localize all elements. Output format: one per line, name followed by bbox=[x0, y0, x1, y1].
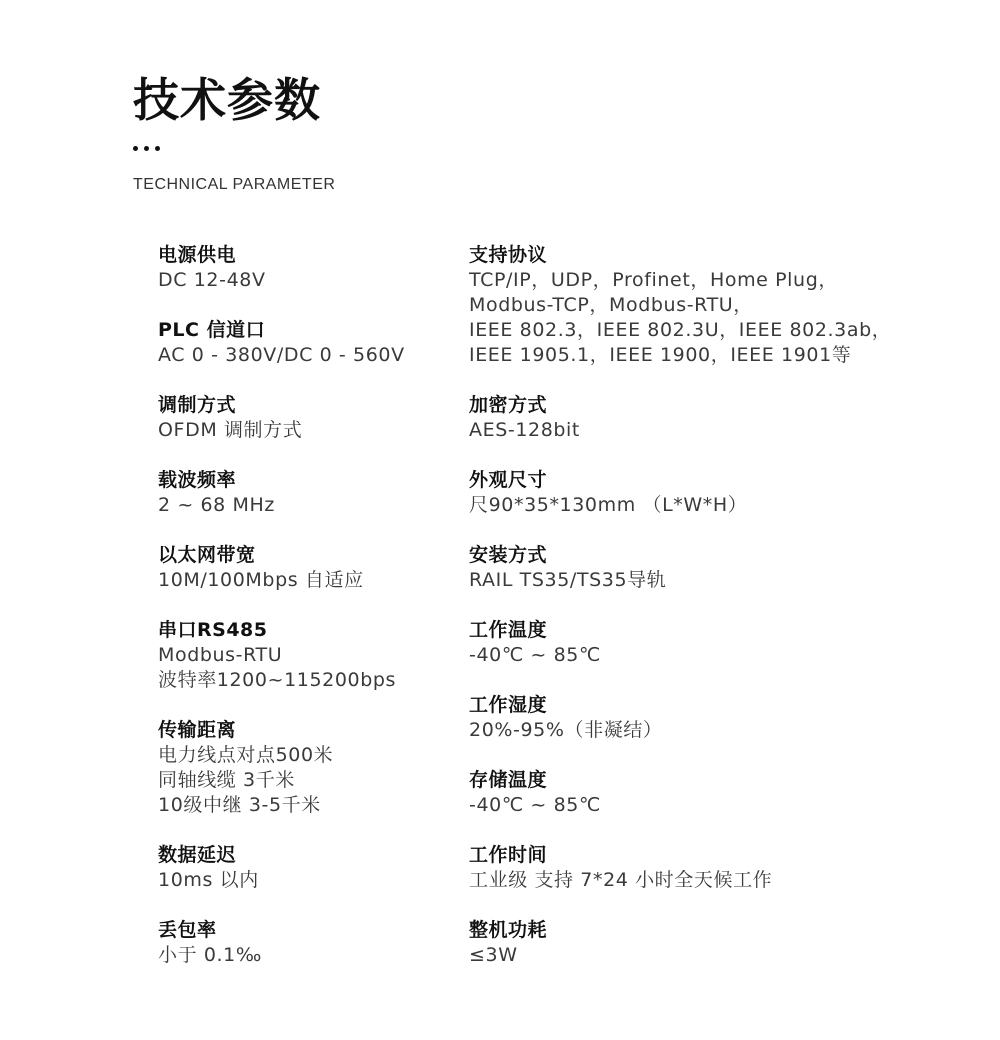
spec-value: 电力线点对点500米 bbox=[158, 744, 334, 766]
spec-value: OFDM 调制方式 bbox=[158, 419, 303, 441]
dots-divider bbox=[133, 146, 160, 151]
spec-label: 工作湿度 bbox=[469, 694, 548, 716]
spec-item bbox=[469, 468, 889, 518]
spec-label: 调制方式 bbox=[158, 394, 237, 416]
spec-value: IEEE 1905.1，IEEE 1900，IEEE 1901等 bbox=[469, 344, 852, 366]
spec-label: 存储温度 bbox=[469, 769, 548, 791]
page-title: 技术参数 bbox=[133, 73, 321, 127]
spec-value: IEEE 802.3，IEEE 802.3U，IEEE 802.3ab， bbox=[469, 319, 892, 341]
spec-value: TCP/IP，UDP，Profinet，Home Plug， bbox=[469, 269, 838, 291]
spec-value: 工业级 支持 7*24 小时全天候工作 bbox=[469, 869, 773, 891]
spec-value: Modbus-RTU bbox=[158, 644, 283, 666]
dot-icon bbox=[155, 146, 160, 151]
spec-value: 10ms 以内 bbox=[158, 869, 259, 891]
spec-label: 串口RS485 bbox=[158, 619, 268, 641]
spec-column-right bbox=[469, 243, 892, 993]
page-subtitle: TECHNICAL PARAMETER bbox=[133, 176, 336, 193]
spec-value: 同轴线缆 3千米 bbox=[158, 769, 295, 791]
spec-item bbox=[469, 693, 889, 743]
spec-value: 10级中继 3-5千米 bbox=[158, 794, 321, 816]
spec-value: 波特率1200~115200bps bbox=[158, 669, 397, 691]
spec-item bbox=[469, 393, 889, 443]
dot-icon bbox=[133, 146, 138, 151]
spec-label: 安装方式 bbox=[469, 544, 548, 566]
spec-value: AES-128bit bbox=[469, 419, 580, 441]
spec-label: 电源供电 bbox=[158, 244, 237, 266]
spec-item bbox=[469, 543, 889, 593]
spec-item bbox=[469, 243, 892, 368]
spec-label: 以太网带宽 bbox=[158, 544, 256, 566]
spec-label: 整机功耗 bbox=[469, 919, 548, 941]
spec-value: Modbus-TCP，Modbus-RTU， bbox=[469, 294, 753, 316]
spec-value: RAIL TS35/TS35导轨 bbox=[469, 569, 667, 591]
spec-label: 传输距离 bbox=[158, 719, 237, 741]
spec-label: PLC 信道口 bbox=[158, 319, 266, 341]
spec-item bbox=[469, 843, 889, 893]
spec-value: 20%-95%（非凝结） bbox=[469, 719, 663, 741]
spec-label: 支持协议 bbox=[469, 244, 548, 266]
spec-value: DC 12-48V bbox=[158, 269, 266, 291]
spec-item bbox=[469, 618, 889, 668]
spec-item bbox=[469, 918, 889, 968]
spec-label: 外观尺寸 bbox=[469, 469, 548, 491]
spec-value: 2 ~ 68 MHz bbox=[158, 494, 275, 516]
dot-icon bbox=[144, 146, 149, 151]
spec-label: 丢包率 bbox=[158, 919, 217, 941]
spec-label: 加密方式 bbox=[469, 394, 548, 416]
spec-label: 工作时间 bbox=[469, 844, 548, 866]
spec-value: ≤3W bbox=[469, 944, 518, 966]
spec-value: -40℃ ~ 85℃ bbox=[469, 794, 601, 816]
spec-value: 10M/100Mbps 自适应 bbox=[158, 569, 364, 591]
spec-label: 数据延迟 bbox=[158, 844, 237, 866]
spec-value: -40℃ ~ 85℃ bbox=[469, 644, 601, 666]
spec-label: 载波频率 bbox=[158, 469, 237, 491]
spec-item bbox=[469, 768, 889, 818]
spec-value: 尺90*35*130mm （L*W*H） bbox=[469, 494, 748, 516]
spec-value: 小于 0.1‰ bbox=[158, 944, 262, 966]
spec-value: AC 0 - 380V/DC 0 - 560V bbox=[158, 344, 405, 366]
spec-label: 工作温度 bbox=[469, 619, 548, 641]
